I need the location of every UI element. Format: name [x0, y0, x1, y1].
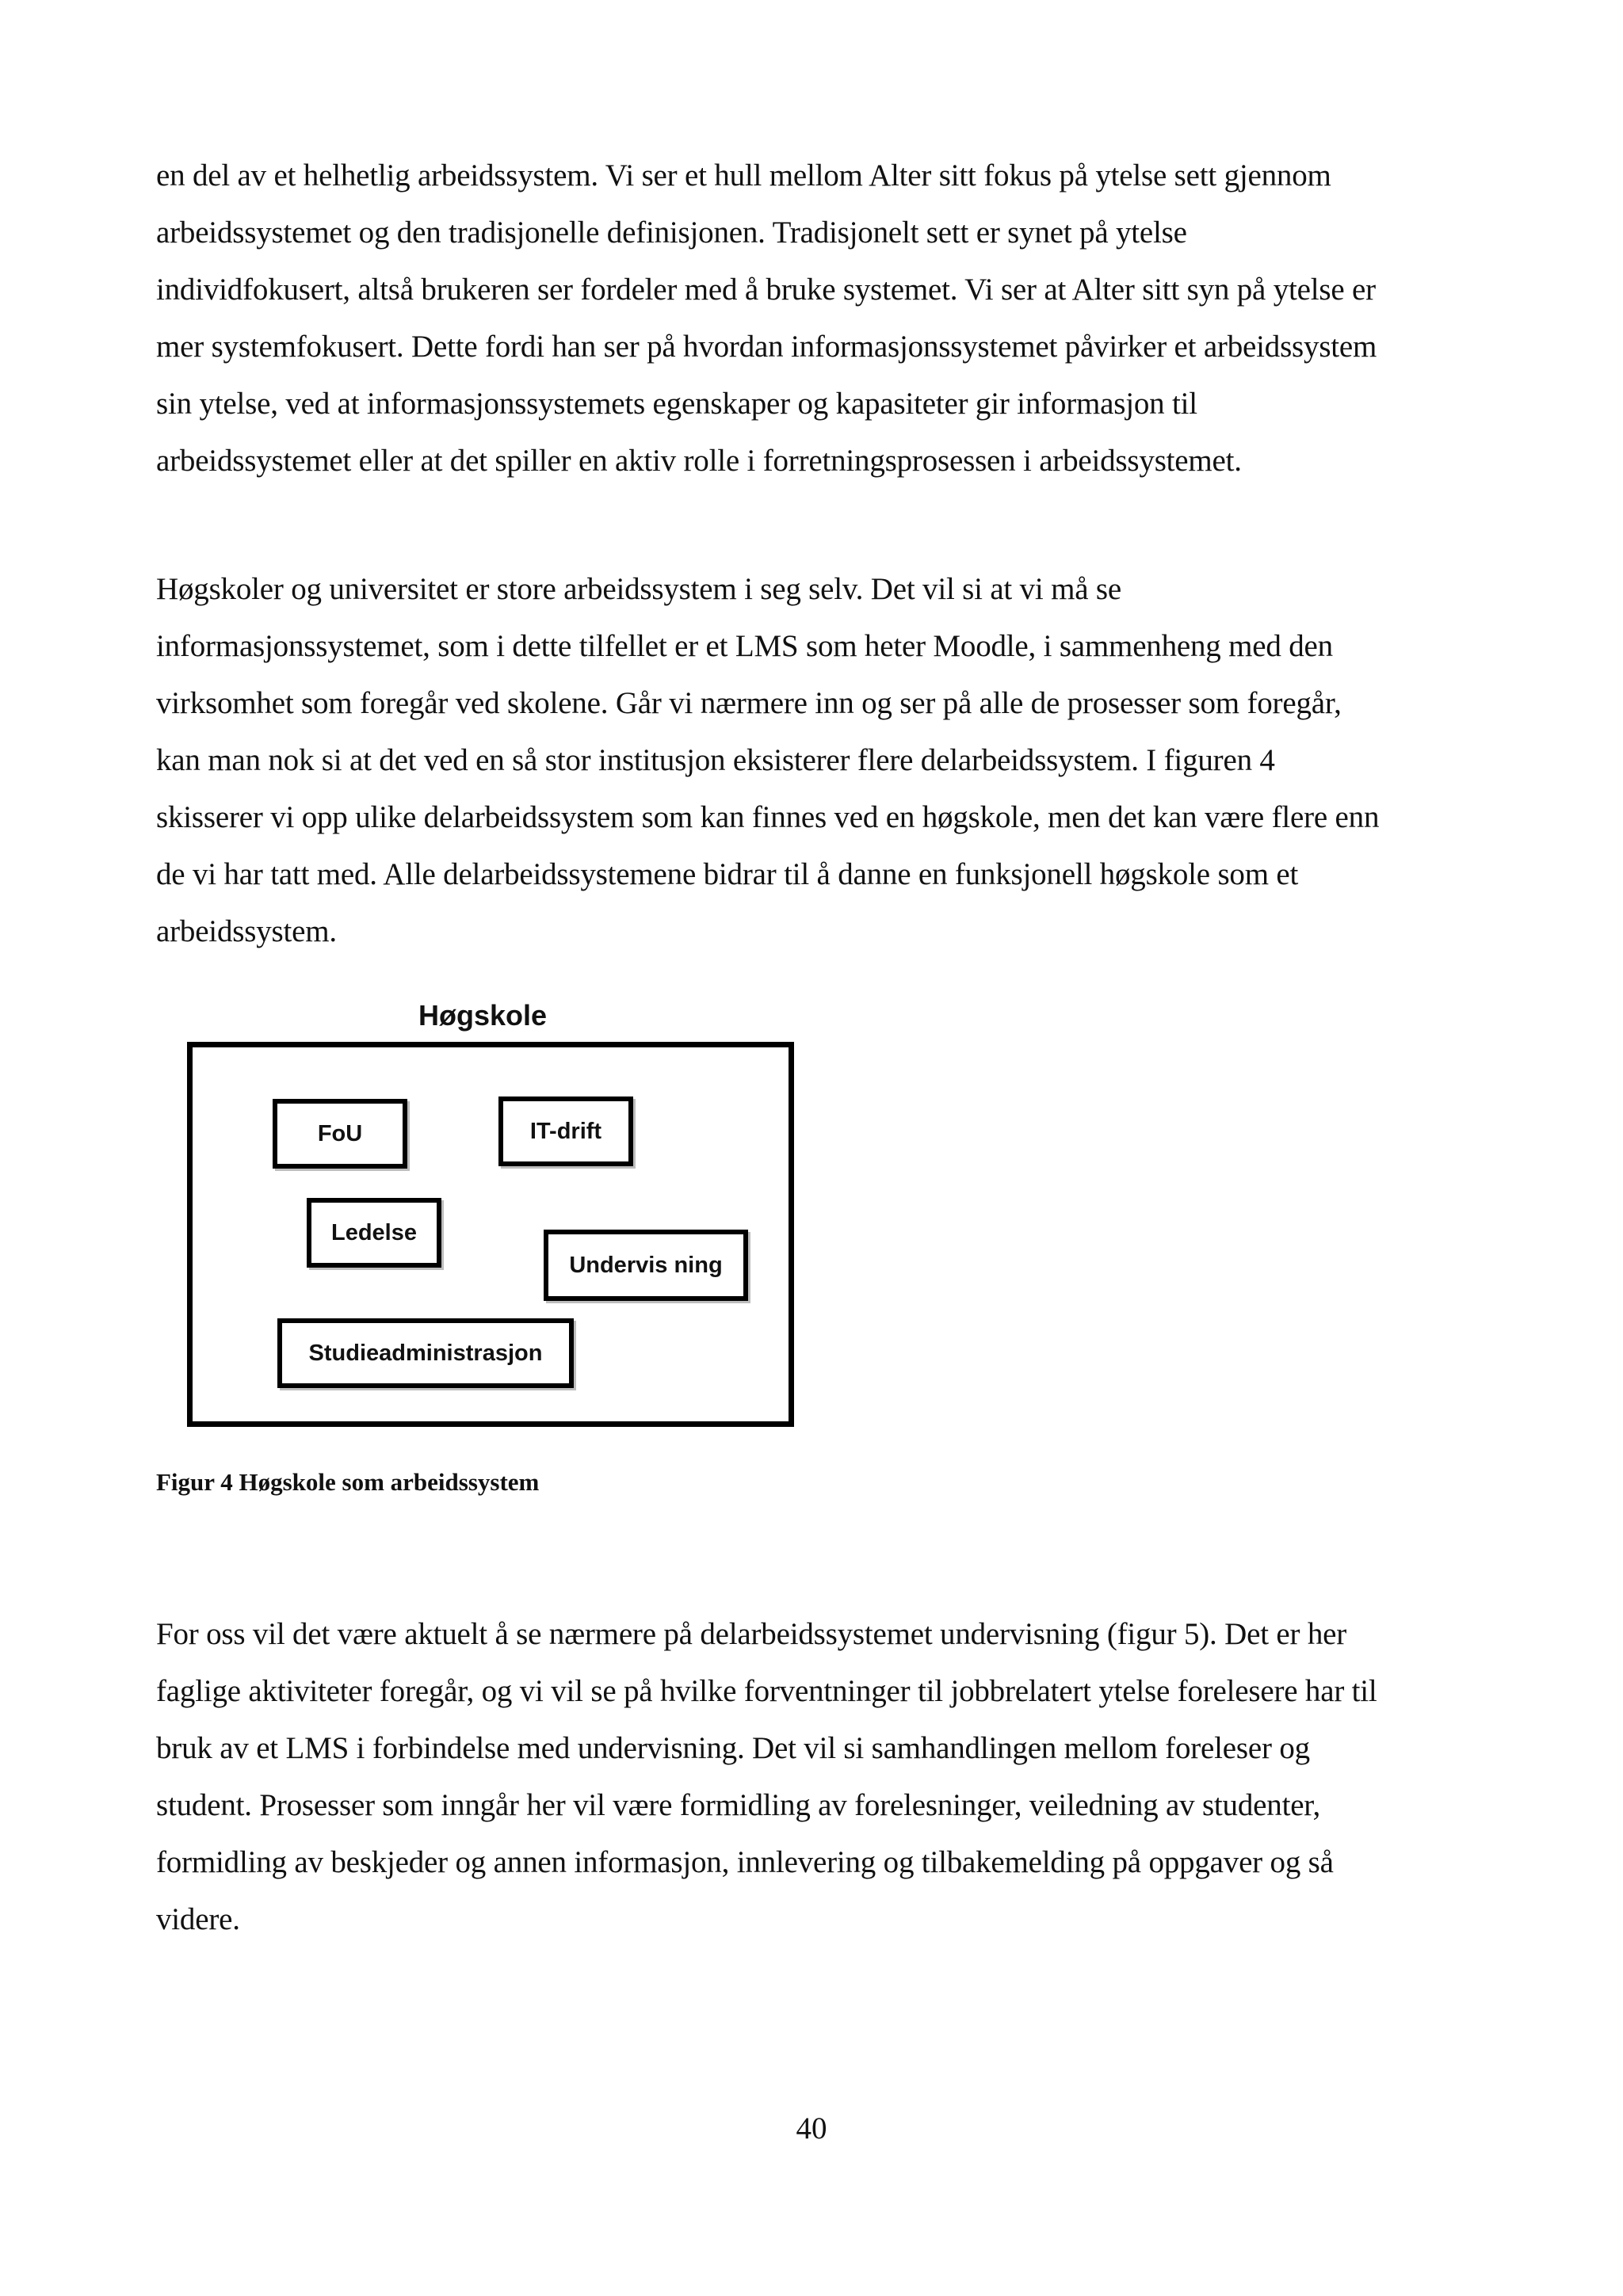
text-line: arbeidssystem. [156, 914, 337, 948]
figure-title: Høgskole [418, 999, 548, 1032]
text-line: arbeidssystemet eller at det spiller en aktiv rolle i forretningsprosessen i arbeidssystemet. [156, 444, 1242, 478]
text-line: videre. [156, 1902, 240, 1936]
box-fou: FoU [273, 1099, 407, 1169]
box-undervisning: Undervis ning [544, 1230, 748, 1301]
box-studieadministrasjon: Studieadministrasjon [277, 1318, 574, 1388]
text-line: de vi har tatt med. Alle delarbeidssystemene bidrar til å danne en funksjonell høgskole som et [156, 857, 1299, 891]
text-line: mer systemfokusert. Dette fordi han ser på hvordan informasjonssystemet påvirker et arbeidssystem [156, 330, 1377, 364]
text-line: faglige aktiviteter foregår, og vi vil se på hvilke forventninger til jobbrelatert ytelse forelesere har til [156, 1674, 1377, 1708]
text-line: virksomhet som foregår ved skolene. Går vi nærmere inn og ser på alle de prosesser som foregår, [156, 686, 1342, 720]
text-line: formidling av beskjeder og annen informasjon, innlevering og tilbakemelding på oppgaver og så [156, 1845, 1334, 1879]
text-line: skisserer vi opp ulike delarbeidssystem som kan finnes ved en høgskole, men det kan være flere enn [156, 800, 1380, 834]
text-line: individfokusert, altså brukeren ser fordeler med å bruke systemet. Vi ser at Alter sitt syn på ytelse er [156, 273, 1376, 307]
figure-caption: Figur 4 Høgskole som arbeidssystem [156, 1468, 540, 1496]
text-line: informasjonssystemet, som i dette tilfellet er et LMS som heter Moodle, i sammenheng med den [156, 629, 1333, 663]
text-line: student. Prosesser som inngår her vil være formidling av forelesninger, veiledning av studenter, [156, 1788, 1321, 1822]
page-number: 40 [796, 2111, 827, 2145]
box-ledelse: Ledelse [307, 1198, 441, 1268]
text-line: arbeidssystemet og den tradisjonelle definisjonen. Tradisjonelt sett er synet på ytelse [156, 215, 1187, 250]
text-line: sin ytelse, ved at informasjonssystemets egenskaper og kapasiteter gir informasjon til [156, 387, 1197, 421]
text-line: bruk av et LMS i forbindelse med undervisning. Det vil si samhandlingen mellom foreleser og [156, 1731, 1310, 1765]
text-line: en del av et helhetlig arbeidssystem. Vi ser et hull mellom Alter sitt fokus på ytelse sett gjennom [156, 158, 1331, 193]
box-it-drift: IT-drift [498, 1097, 633, 1166]
figure-diagram [181, 998, 815, 1442]
text-line: kan man nok si at det ved en så stor institusjon eksisterer flere delarbeidssystem. I figuren 4 [156, 743, 1275, 777]
text-line: For oss vil det være aktuelt å se nærmere på delarbeidssystemet undervisning (figur 5). Det er her [156, 1617, 1347, 1651]
text-line: Høgskoler og universitet er store arbeidssystem i seg selv. Det vil si at vi må se [156, 572, 1121, 606]
